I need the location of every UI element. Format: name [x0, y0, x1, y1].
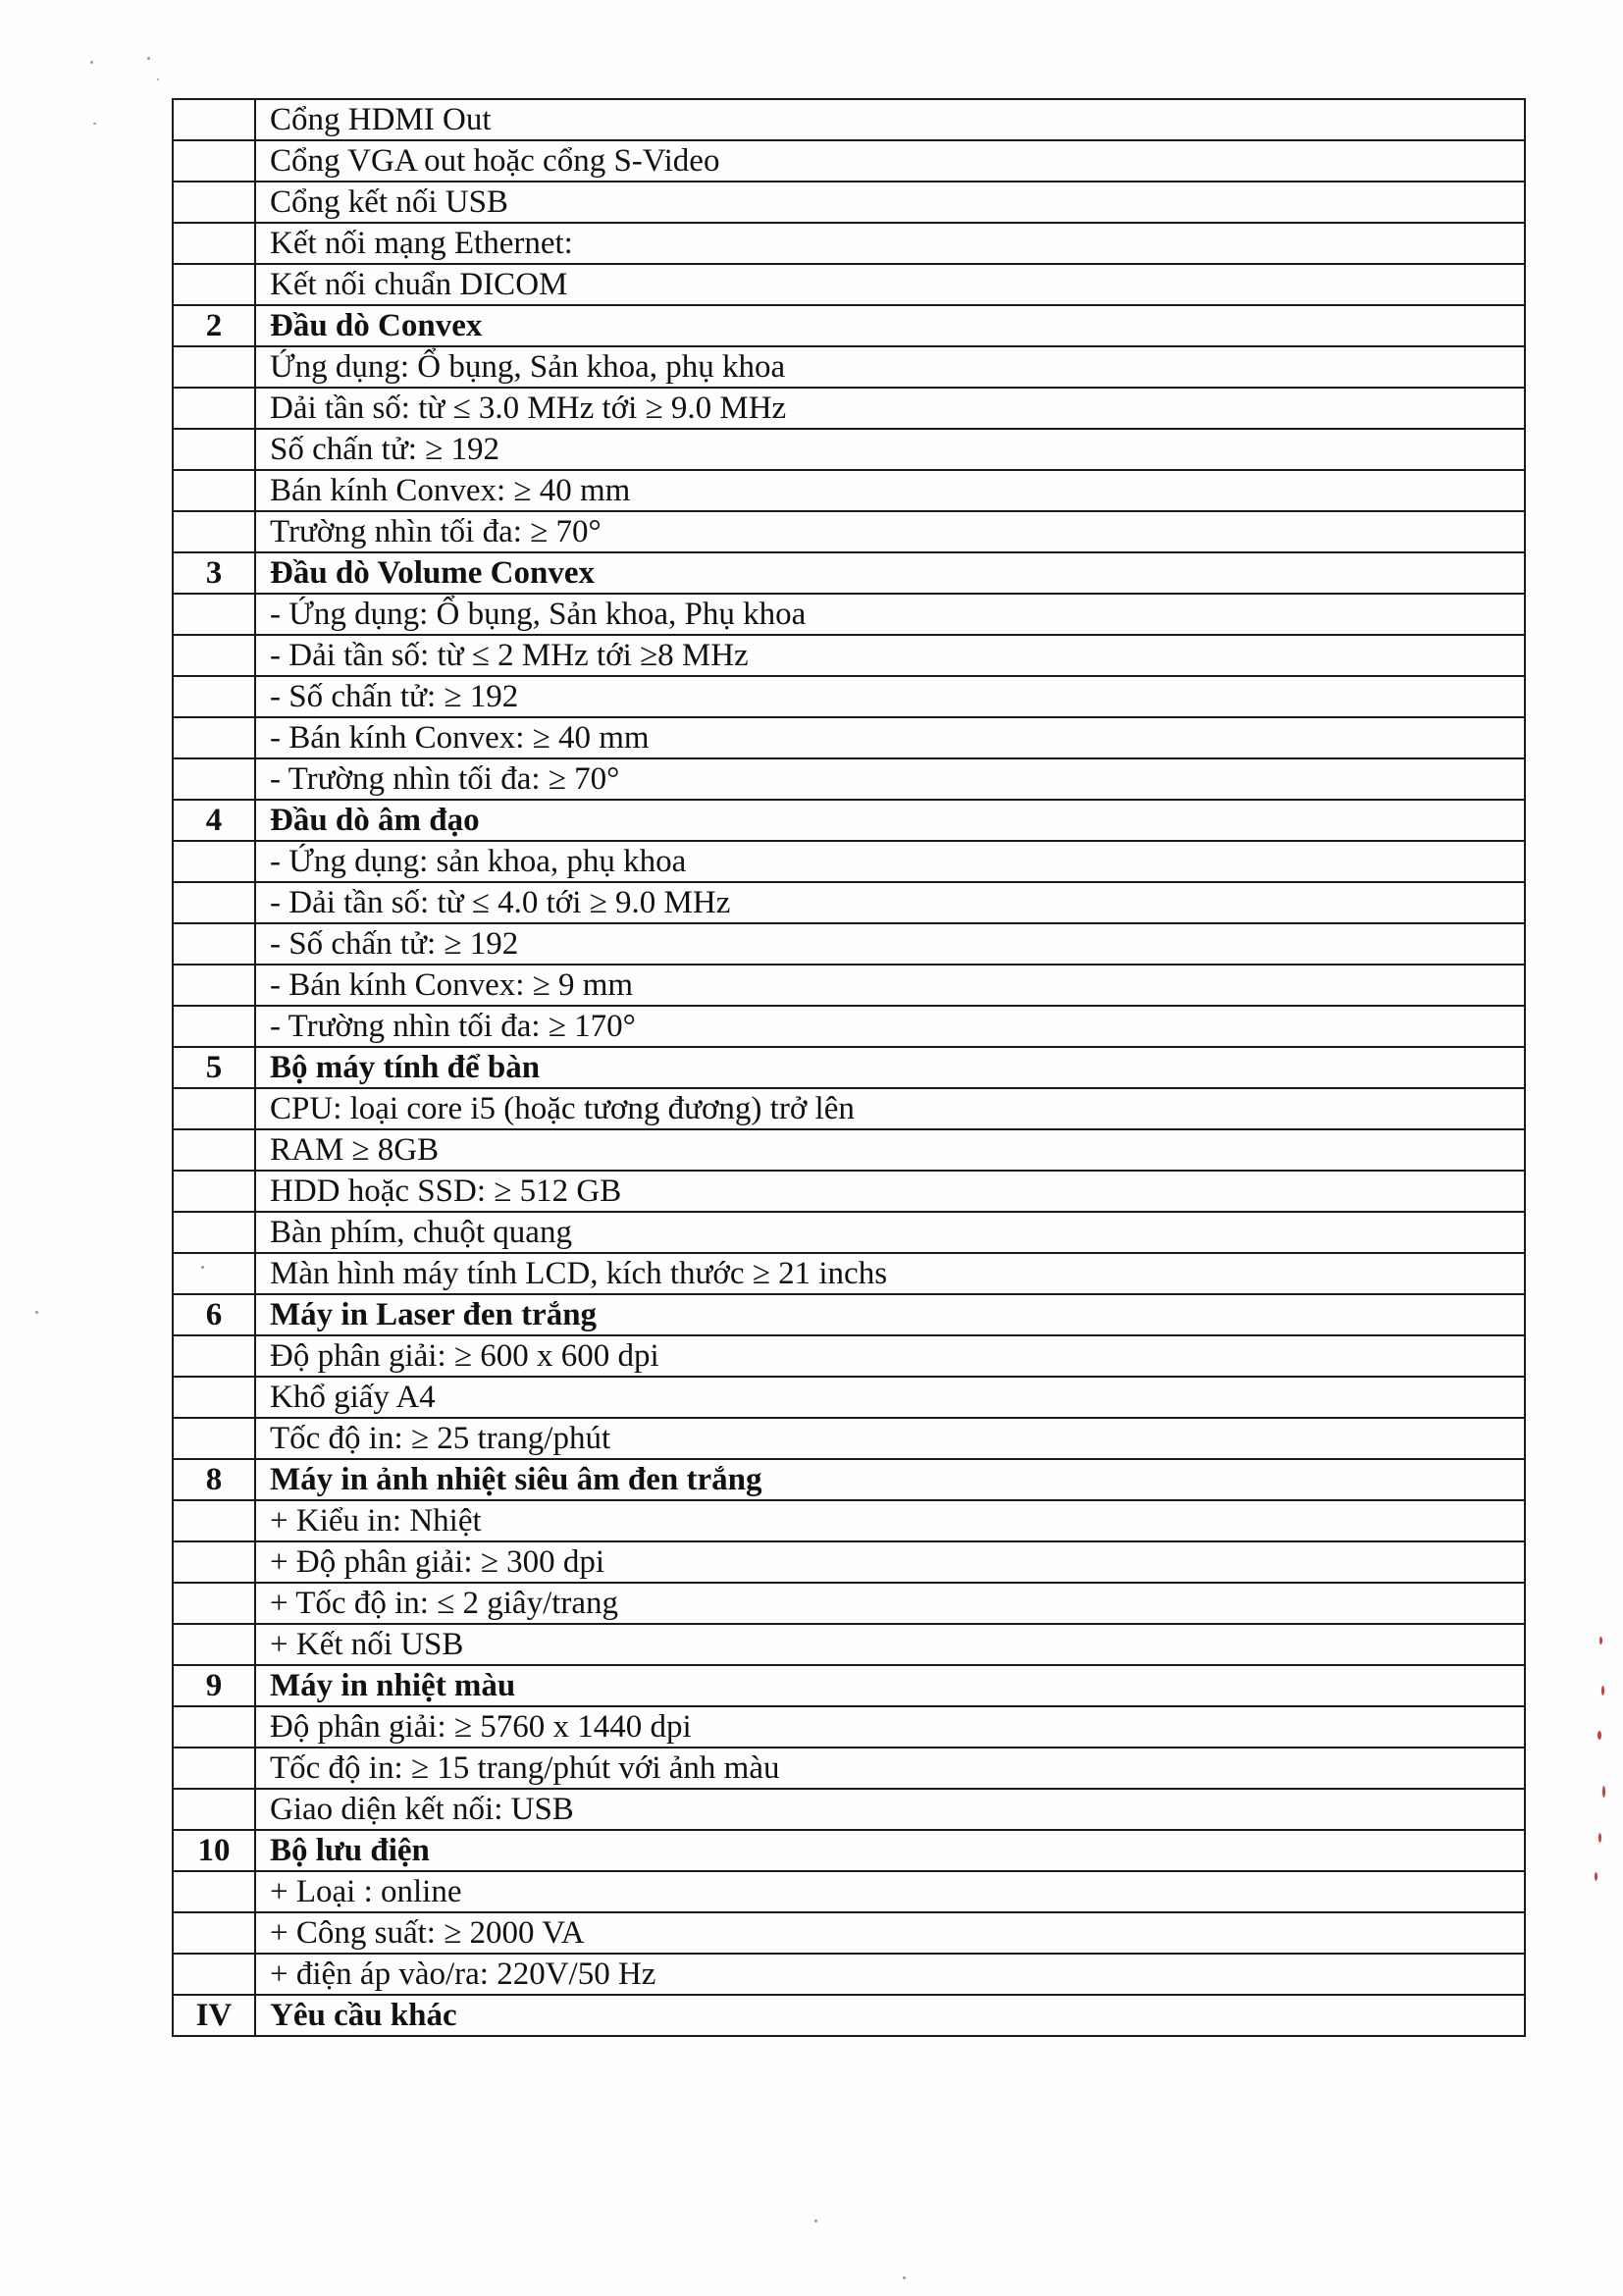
scan-speck	[90, 61, 93, 64]
item-text-cell: Trường nhìn tối đa: ≥ 70°	[255, 511, 1525, 552]
table-row	[173, 182, 1525, 223]
item-text-cell: - Số chấn tử: ≥ 192	[255, 676, 1525, 717]
section-number: 2	[173, 305, 255, 346]
item-text-cell: - Trường nhìn tối đa: ≥ 170°	[255, 1006, 1525, 1047]
section-title: Bộ máy tính để bàn	[255, 1047, 1525, 1088]
table-row	[173, 1748, 1525, 1789]
section-heading-row	[173, 1830, 1525, 1871]
section-title: Máy in nhiệt màu	[255, 1665, 1525, 1706]
item-text-cell: - Ứng dụng: Ổ bụng, Sản khoa, Phụ khoa	[255, 594, 1525, 635]
section-number: 8	[173, 1459, 255, 1500]
item-number-cell	[173, 1912, 255, 1954]
scan-speck	[93, 123, 96, 125]
scan-speck	[1599, 1637, 1602, 1644]
table-row	[173, 965, 1525, 1006]
section-number: 4	[173, 800, 255, 841]
item-number-cell	[173, 429, 255, 470]
table-row	[173, 923, 1525, 965]
scan-speck	[147, 57, 150, 60]
table-row	[173, 1541, 1525, 1583]
table-row	[173, 758, 1525, 800]
item-text-cell: Bàn phím, chuột quang	[255, 1212, 1525, 1253]
scan-speck	[157, 78, 159, 80]
item-text-cell: Cổng kết nối USB	[255, 182, 1525, 223]
item-number-cell	[173, 758, 255, 800]
item-text-cell: Tốc độ in: ≥ 15 trang/phút với ảnh màu	[255, 1748, 1525, 1789]
table-row	[173, 1624, 1525, 1665]
specification-table-body	[173, 99, 1525, 2036]
section-heading-row	[173, 1294, 1525, 1335]
item-text-cell: + Tốc độ in: ≤ 2 giây/trang	[255, 1583, 1525, 1624]
section-heading-row	[173, 1047, 1525, 1088]
table-row	[173, 1954, 1525, 1995]
item-text-cell: Số chấn tử: ≥ 192	[255, 429, 1525, 470]
item-number-cell	[173, 1500, 255, 1541]
scan-speck	[1595, 1872, 1597, 1881]
item-text-cell: Bán kính Convex: ≥ 40 mm	[255, 470, 1525, 511]
item-text-cell: - Bán kính Convex: ≥ 9 mm	[255, 965, 1525, 1006]
item-text-cell: + Kiểu in: Nhiệt	[255, 1500, 1525, 1541]
item-number-cell	[173, 346, 255, 388]
section-heading-row	[173, 1459, 1525, 1500]
item-text-cell: Ứng dụng: Ổ bụng, Sản khoa, phụ khoa	[255, 346, 1525, 388]
table-row	[173, 346, 1525, 388]
item-text-cell: Độ phân giải: ≥ 600 x 600 dpi	[255, 1335, 1525, 1377]
section-heading-row	[173, 305, 1525, 346]
item-text-cell: Dải tần số: từ ≤ 3.0 MHz tới ≥ 9.0 MHz	[255, 388, 1525, 429]
scan-speck	[903, 2276, 906, 2279]
table-row	[173, 1335, 1525, 1377]
section-title: Đầu dò Volume Convex	[255, 552, 1525, 594]
item-text-cell: - Dải tần số: từ ≤ 4.0 tới ≥ 9.0 MHz	[255, 882, 1525, 923]
item-number-cell	[173, 1624, 255, 1665]
item-text-cell: - Trường nhìn tối đa: ≥ 70°	[255, 758, 1525, 800]
item-number-cell	[173, 223, 255, 264]
table-row	[173, 1583, 1525, 1624]
table-row	[173, 1253, 1525, 1294]
section-number: 3	[173, 552, 255, 594]
section-number: 10	[173, 1830, 255, 1871]
item-number-cell	[173, 594, 255, 635]
item-number-cell	[173, 1088, 255, 1129]
specification-table	[172, 98, 1526, 2037]
item-number-cell	[173, 882, 255, 923]
item-number-cell	[173, 1377, 255, 1418]
item-text-cell: + Độ phân giải: ≥ 300 dpi	[255, 1541, 1525, 1583]
item-text-cell: + Công suất: ≥ 2000 VA	[255, 1912, 1525, 1954]
item-text-cell: Tốc độ in: ≥ 25 trang/phút	[255, 1418, 1525, 1459]
table-row	[173, 264, 1525, 305]
item-text-cell: + điện áp vào/ra: 220V/50 Hz	[255, 1954, 1525, 1995]
item-number-cell	[173, 264, 255, 305]
table-row	[173, 1129, 1525, 1171]
item-text-cell: CPU: loại core i5 (hoặc tương đương) trở lên	[255, 1088, 1525, 1129]
table-row	[173, 1912, 1525, 1954]
table-row	[173, 841, 1525, 882]
item-number-cell	[173, 635, 255, 676]
table-row	[173, 882, 1525, 923]
table-row	[173, 1789, 1525, 1830]
table-row	[173, 140, 1525, 182]
section-heading-row	[173, 800, 1525, 841]
item-number-cell	[173, 1583, 255, 1624]
item-number-cell	[173, 841, 255, 882]
scan-speck	[1601, 1686, 1604, 1696]
item-number-cell	[173, 1335, 255, 1377]
item-text-cell: Cổng VGA out hoặc cổng S-Video	[255, 140, 1525, 182]
item-number-cell	[173, 1006, 255, 1047]
item-number-cell	[173, 1871, 255, 1912]
section-number: 9	[173, 1665, 255, 1706]
section-title: Bộ lưu điện	[255, 1830, 1525, 1871]
table-row	[173, 429, 1525, 470]
table-row	[173, 1212, 1525, 1253]
item-text-cell: - Bán kính Convex: ≥ 40 mm	[255, 717, 1525, 758]
table-row	[173, 594, 1525, 635]
item-number-cell	[173, 1748, 255, 1789]
section-number: 5	[173, 1047, 255, 1088]
item-number-cell	[173, 965, 255, 1006]
item-text-cell: - Dải tần số: từ ≤ 2 MHz tới ≥8 MHz	[255, 635, 1525, 676]
item-text-cell: + Kết nối USB	[255, 1624, 1525, 1665]
table-row	[173, 1171, 1525, 1212]
item-text-cell: - Số chấn tử: ≥ 192	[255, 923, 1525, 965]
item-text-cell: Giao diện kết nối: USB	[255, 1789, 1525, 1830]
item-number-cell	[173, 1541, 255, 1583]
scan-speck	[201, 1266, 204, 1269]
item-number-cell	[173, 470, 255, 511]
item-number-cell	[173, 676, 255, 717]
item-text-cell: Kết nối mạng Ethernet:	[255, 223, 1525, 264]
table-row	[173, 1418, 1525, 1459]
item-text-cell: - Ứng dụng: sản khoa, phụ khoa	[255, 841, 1525, 882]
item-text-cell: RAM ≥ 8GB	[255, 1129, 1525, 1171]
table-row	[173, 1377, 1525, 1418]
section-heading-row	[173, 1995, 1525, 2036]
section-number: IV	[173, 1995, 255, 2036]
table-row	[173, 1006, 1525, 1047]
scan-speck	[1598, 1833, 1601, 1843]
section-title: Đầu dò Convex	[255, 305, 1525, 346]
item-number-cell	[173, 1706, 255, 1748]
table-row	[173, 511, 1525, 552]
table-row	[173, 223, 1525, 264]
section-title: Máy in ảnh nhiệt siêu âm đen trắng	[255, 1459, 1525, 1500]
item-number-cell	[173, 1253, 255, 1294]
table-row	[173, 1706, 1525, 1748]
table-row	[173, 676, 1525, 717]
scan-speck	[1597, 1731, 1601, 1740]
item-number-cell	[173, 1129, 255, 1171]
scan-speck	[814, 2219, 817, 2222]
table-row	[173, 388, 1525, 429]
section-title: Yêu cầu khác	[255, 1995, 1525, 2036]
section-title: Máy in Laser đen trắng	[255, 1294, 1525, 1335]
item-number-cell	[173, 1418, 255, 1459]
section-title: Đầu dò âm đạo	[255, 800, 1525, 841]
table-row	[173, 1871, 1525, 1912]
table-row	[173, 635, 1525, 676]
table-row	[173, 717, 1525, 758]
section-heading-row	[173, 552, 1525, 594]
item-number-cell	[173, 388, 255, 429]
item-number-cell	[173, 99, 255, 140]
item-text-cell: Cổng HDMI Out	[255, 99, 1525, 140]
section-number: 6	[173, 1294, 255, 1335]
table-row	[173, 1500, 1525, 1541]
item-text-cell: Màn hình máy tính LCD, kích thước ≥ 21 inchs	[255, 1253, 1525, 1294]
item-text-cell: HDD hoặc SSD: ≥ 512 GB	[255, 1171, 1525, 1212]
table-row	[173, 1088, 1525, 1129]
table-row	[173, 470, 1525, 511]
item-number-cell	[173, 182, 255, 223]
item-number-cell	[173, 511, 255, 552]
scan-speck	[1602, 1786, 1605, 1798]
item-text-cell: Kết nối chuẩn DICOM	[255, 264, 1525, 305]
item-number-cell	[173, 1954, 255, 1995]
item-number-cell	[173, 140, 255, 182]
table-row	[173, 99, 1525, 140]
section-heading-row	[173, 1665, 1525, 1706]
item-text-cell: Khổ giấy A4	[255, 1377, 1525, 1418]
item-number-cell	[173, 923, 255, 965]
item-text-cell: Độ phân giải: ≥ 5760 x 1440 dpi	[255, 1706, 1525, 1748]
scan-speck	[35, 1311, 38, 1314]
item-number-cell	[173, 1171, 255, 1212]
item-number-cell	[173, 1212, 255, 1253]
item-text-cell: + Loại : online	[255, 1871, 1525, 1912]
item-number-cell	[173, 717, 255, 758]
item-number-cell	[173, 1789, 255, 1830]
